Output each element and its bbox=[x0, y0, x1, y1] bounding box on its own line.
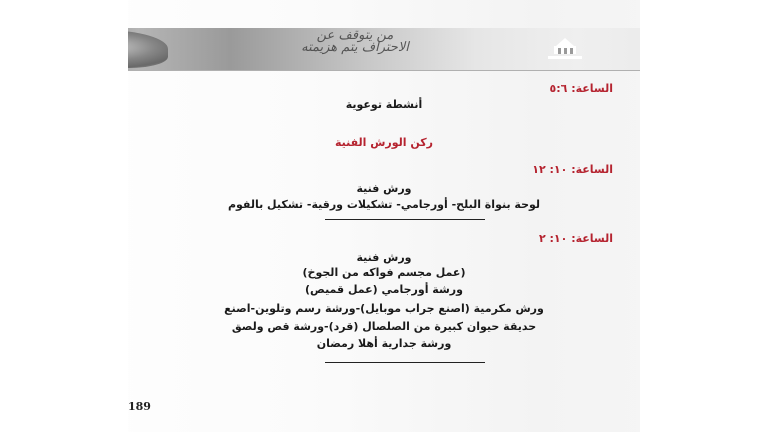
activity-detail: لوحة بنواة البلح- أورجامي- تشكيلات ورقية- تشكيل بالفوم bbox=[227, 198, 541, 211]
activity-detail: (عمل مجسم فواكه من الجوخ) bbox=[302, 266, 466, 279]
activity-detail: حديقة حيوان كبيرة من الصلصال (قرد)-ورشة قص ولصق bbox=[231, 320, 537, 333]
divider bbox=[325, 219, 485, 220]
right-margin bbox=[640, 0, 768, 432]
section-heading: ورش فنية bbox=[356, 251, 412, 264]
section-heading: ورش فنية bbox=[356, 182, 412, 195]
ministry-logo-icon bbox=[540, 36, 590, 62]
activity-detail: ورشة أورجامي (عمل قميص) bbox=[305, 283, 463, 296]
banner-title: من يتوقف عن الاحتراف يتم هزيمته bbox=[301, 28, 409, 55]
schedule-content bbox=[128, 70, 640, 432]
section-subtitle: ركن الورش الفنية bbox=[334, 136, 434, 149]
activity-detail: ورش مكرمية (اصنع جراب موبايل)-ورشة رسم وتلوين-اصنع bbox=[224, 302, 544, 315]
time-label: الساعة: ١٠: ٢ bbox=[538, 232, 613, 245]
section-heading: أنشطة توعوية bbox=[345, 98, 423, 111]
page-number: 189 bbox=[128, 400, 151, 413]
activity-detail: ورشة جدارية أهلا رمضان bbox=[316, 337, 452, 350]
time-label: الساعة: ٥:٦ bbox=[549, 82, 613, 95]
time-label: الساعة: ١٠: ١٢ bbox=[532, 163, 613, 176]
left-margin bbox=[0, 0, 128, 432]
divider bbox=[325, 362, 485, 363]
